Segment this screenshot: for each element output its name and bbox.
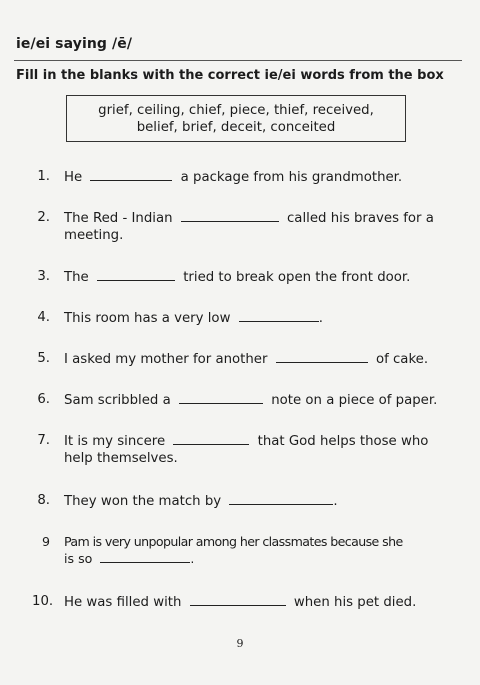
answer-blank[interactable]	[181, 209, 279, 222]
question-text-line-2: meeting.	[64, 228, 124, 243]
answer-blank[interactable]	[190, 593, 286, 606]
question-text-line-2: help themselves.	[64, 451, 178, 466]
question-text-before: They won the match by	[64, 494, 222, 509]
question-text-before: This room has a very low	[64, 311, 231, 326]
answer-blank[interactable]	[276, 350, 368, 363]
question-text-before: He	[64, 170, 83, 185]
question-text-after: of cake.	[375, 352, 429, 367]
worksheet-heading: ie/ei saying /ē/	[16, 36, 133, 52]
answer-blank[interactable]	[239, 309, 319, 322]
question-text-before: He was filled with	[64, 595, 182, 610]
answer-blank[interactable]	[90, 168, 172, 181]
question-text-after: a package from his grandmother.	[180, 170, 403, 185]
question-number: 4.	[37, 310, 50, 325]
worksheet-page: ie/ei saying /ē/ Fill in the blanks with the correct ie/ei words from the box grief, ceiling, chief, piece, thief, received, belief, brief, deceit, conceited 1. He a package from his grandmother. 2. The Red - Indian called his braves for a meeting. 3. The tried to break open the front door. 4. This room has a very low . 5. I asked my mother for another of cake. 6. Sam scribbled a note on a piece of paper. 7. It is my sincere that God helps those who help themselves. 8. They won the match by . 9 Pam is very unpopular among her classmates because she is so . 10. He was filled with when his pet died. 9	[0, 0, 480, 685]
question-text-after: .	[318, 311, 323, 326]
question-number: 8.	[37, 493, 50, 508]
question-number: 7.	[37, 433, 50, 448]
answer-blank[interactable]	[179, 391, 263, 404]
question-number: 9	[41, 534, 50, 549]
heading-divider	[14, 60, 462, 61]
word-box-line-2: belief, brief, deceit, conceited	[136, 120, 336, 135]
question-number: 3.	[37, 269, 50, 284]
answer-blank[interactable]	[97, 268, 175, 281]
question-text-after: when his pet died.	[293, 595, 417, 610]
page-number: 9	[236, 637, 244, 650]
question-number: 6.	[37, 392, 50, 407]
question-text-after: .	[333, 494, 338, 509]
question-text-before: It is my sincere	[64, 434, 166, 449]
question-number: 5.	[37, 351, 50, 366]
question-number: 10.	[32, 594, 54, 609]
word-box	[66, 95, 406, 142]
question-text-after: that God helps those who	[257, 434, 429, 449]
question-text-before: The Red - Indian	[64, 211, 173, 226]
answer-blank[interactable]	[229, 492, 333, 505]
word-box-line-1: grief, ceiling, chief, piece, thief, received,	[98, 103, 374, 118]
question-text-before: Sam scribbled a	[64, 393, 171, 408]
question-number: 1.	[37, 169, 50, 184]
question-text-before: The	[64, 270, 89, 285]
question-text-after: called his braves for a	[287, 211, 434, 226]
instruction-text: Fill in the blanks with the correct ie/ei words from the box	[16, 68, 444, 83]
question-text-line-2: is so	[64, 551, 93, 566]
question-text-before: I asked my mother for another	[64, 352, 268, 367]
question-text-before: Pam is very unpopular among her classmates because she	[64, 534, 403, 549]
answer-blank[interactable]	[100, 550, 190, 563]
answer-blank[interactable]	[173, 432, 249, 445]
question-number: 2.	[37, 210, 50, 225]
question-text-after: note on a piece of paper.	[271, 393, 438, 408]
question-text-after: tried to break open the front door.	[183, 270, 411, 285]
